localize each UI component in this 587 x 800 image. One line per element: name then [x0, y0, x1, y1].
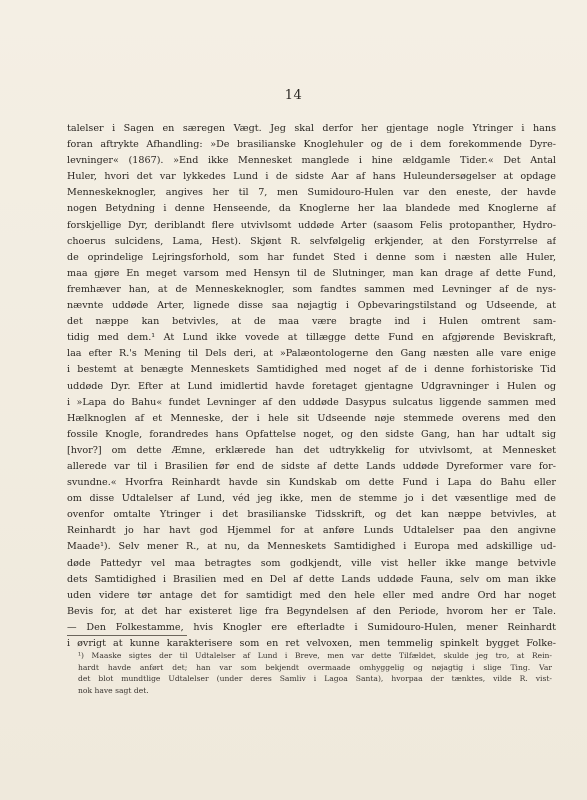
body-line: choerus sulcidens, Lama, Hest). Skjønt R. selvfølgelig erkjender, at den Forstyrrelse af [67, 235, 556, 247]
body-line: Reinhardt jo har havt god Hjemmel for at anføre Lunds Udtalelser paa den angivne [67, 525, 556, 537]
footnote-line: nok have sagt det. [78, 685, 149, 695]
body-line: Bevis for, at det har existeret lige fra Begyndelsen af den Periode, hvorom her er Tale. [67, 605, 556, 617]
body-line: Menneskeknogler, angives her til 7, men Sumidouro-Hulen var den eneste, der havde [67, 187, 556, 199]
body-line: forskjellige Dyr, deriblandt flere utvivlsomt uddøde Arter (saasom Felis protopanther, Hydro- [67, 219, 556, 231]
body-line: fossile Knogle, forandredes hans Opfattelse noget, og den sidste Gang, han har udtalt sig [67, 428, 556, 440]
body-line: i bestemt at benægte Menneskets Samtidighed med noget af de i denne forhistoriske Tid [67, 364, 556, 376]
footnote-divider [67, 635, 187, 636]
body-line: tidig med dem.¹ At Lund ikke vovede at tillægge dette Fund en afgjørende Beviskraft, [67, 332, 556, 344]
body-text [67, 121, 556, 652]
body-line: — Den Folkestamme, hvis Knogler ere efterladte i Sumidouro-Hulen, mener Reinhardt [67, 621, 556, 633]
body-line: Hælknoglen af et Menneske, der i hele sit Udseende nøje stemmede overens med den [67, 412, 556, 424]
body-line: uddøde Dyr. Efter at Lund imidlertid havde foretaget gjentagne Udgravninger i Hulen og [67, 380, 556, 392]
body-line: nogen Betydning i denne Henseende, da Knoglerne her laa blandede med Knoglerne af [67, 203, 556, 215]
body-line: ovenfor omtalte Ytringer i det brasilianske Tidsskrift, og det kan næppe betvivles, at [67, 509, 556, 521]
body-line: nævnte uddøde Arter, lignede disse saa nøjagtig i Opbevaringstilstand og Udseende, at [67, 300, 556, 312]
body-line: Maade¹). Selv mener R., at nu, da Menneskets Samtidighed i Europa med adskillige ud- [67, 541, 556, 553]
body-line: uden videre tør antage det for samtidigt med den hele eller med andre Ord har noget [67, 589, 556, 601]
body-line: om disse Udtalelser af Lund, véd jeg ikke, men de stemme jo i det væsentlige med de [67, 493, 556, 505]
body-line: levninger« (1867). »End ikke Mennesket manglede i hine ældgamle Tider.« Det Antal [67, 155, 556, 167]
body-line: Huler, hvori det var lykkedes Lund i de sidste Aar af hans Huleundersøgelser at opdage [67, 171, 556, 183]
body-line: svundne.« Hvorfra Reinhardt havde sin Kundskab om dette Fund i Lapa do Bahu eller [67, 477, 556, 489]
body-line: det næppe kan betvivles, at de maa være bragte ind i Hulen omtrent sam- [67, 316, 556, 328]
body-line: i »Lapa do Bahu« fundet Levninger af den uddøde Dasypus sulcatus liggende sammen med [67, 396, 556, 408]
body-line: maa gjøre En meget varsom med Hensyn til de Slutninger, man kan drage af dette Fund, [67, 267, 556, 279]
body-line: talelser i Sagen en særegen Vægt. Jeg skal derfor her gjentage nogle Ytringer i hans [67, 123, 556, 134]
body-line: dets Samtidighed i Brasilien med en Del af dette Lands uddøde Fauna, selv om man ikke [67, 573, 556, 585]
footnote-line: hardt havde anført det; han var som bekjendt overmaade omhyggelig og nøjagtig i slige Ting. Var [78, 662, 552, 672]
body-line: i øvrigt at kunne karakterisere som en ret velvoxen, men temmelig spinkelt bygget Folke- [67, 638, 556, 649]
footnote [78, 650, 552, 696]
body-line: laa efter R.'s Mening til Dels deri, at »Palæontologerne den Gang næsten alle vare enige [67, 348, 556, 360]
body-line: foran aftrykte Afhandling: »De brasilianske Knoglehuler og de i dem forekommende Dyre- [67, 139, 556, 151]
footnote-line: ¹) Maaske sigtes der til Udtalelser af Lund i Breve, men var dette Tilfældet, skulde jeg tro, at Rein- [78, 651, 552, 660]
body-line: de oprindelige Lejringsforhold, som har fundet Sted i denne som i næsten alle Huler, [67, 251, 556, 263]
body-line: allerede var til i Brasilien før end de sidste af dette Lands uddøde Dyreformer vare for- [67, 460, 556, 472]
body-line: [hvor?] om dette Æmne, erklærede han det udtrykkelig for utvivlsomt, at Mennesket [67, 444, 556, 456]
body-line: fremhæver han, at de Menneskeknogler, som fandtes sammen med Levninger af de nys- [67, 283, 556, 295]
body-line: døde Pattedyr vel maa betragtes som godkjendt, ville vist heller ikke mange betvivle [67, 557, 556, 569]
footnote-line: det blot mundtlige Udtalelser (under deres Samliv i Lagoa Santa), hvorpaa der tænktes, vilde R. vist- [78, 674, 552, 684]
page-number: 14 [284, 88, 303, 103]
